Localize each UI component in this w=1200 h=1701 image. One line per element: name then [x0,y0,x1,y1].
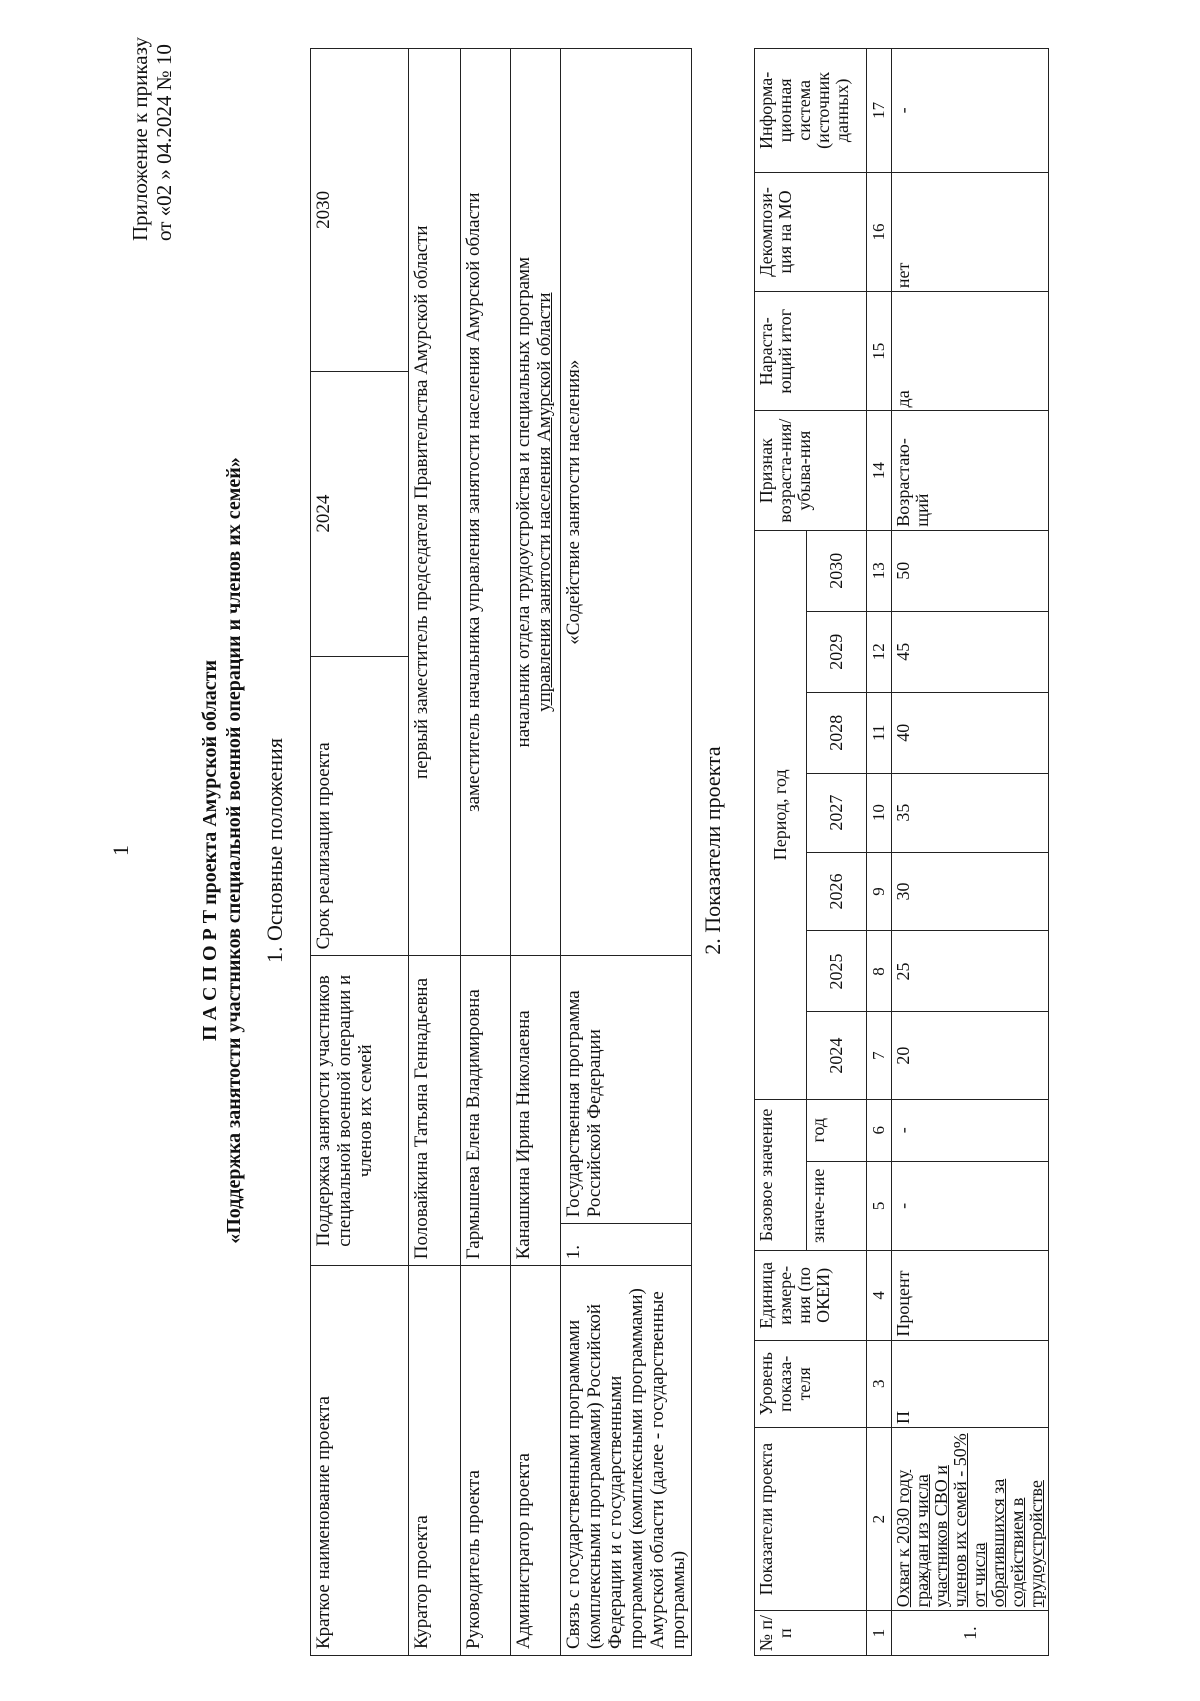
appendix-line-1: Приложение к приказу [128,37,152,241]
col-cumulative-header: Нараста-ющий итог [755,292,867,411]
col-trend-header: Признак возраста-ния/убыва-ния [755,411,867,530]
admin-position [511,49,561,956]
row-year-value: 35 [892,773,1049,852]
title-line-2: «Поддержка занятости участников специальной военной операции и членов их семей» [223,457,245,1244]
title-line-1: П А С П О Р Т проекта Амурской области [199,659,221,1042]
table-row [461,49,511,1656]
col-info-system-header: Информа-ционная система (источник данных) [755,49,867,173]
admin-name: Канашкина Ирина Николаевна [511,956,561,1266]
column-number: 6 [867,1099,892,1161]
row-decomp: нет [892,172,1049,291]
row-year-value: 20 [892,1012,1049,1099]
project-name-label: Краткое наименование проекта [311,1266,409,1656]
column-number: 7 [867,1012,892,1099]
curator-position: первый заместитель председателя Правительства Амурской области [409,49,461,956]
row-trend: Возрастаю-щий [892,411,1049,530]
head-label: Руководитель проекта [461,1266,511,1656]
col-year-header: 2027 [807,773,867,852]
col-unit-header: Единица измере-ния (по ОКЕИ) [755,1251,867,1341]
col-year-header: 2030 [807,530,867,611]
term-end: 2030 [311,49,409,372]
row-info-system: - [892,49,1049,173]
col-period-header: Период, год [755,530,807,1099]
term-label: Срок реализации проекта [311,656,409,956]
col-year-header: 2028 [807,692,867,773]
section-2-title: 2. Показатели проекта [700,746,725,955]
head-name: Гармышева Елена Владимировна [461,956,511,1266]
row-year-value: 40 [892,692,1049,773]
table-row [511,49,561,1656]
row-indicator: Охват к 2030 году граждан из числа участников СВО и членов их семей - 50% от числа обратившихся за содействием в трудоустройстве [892,1427,1049,1610]
column-number: 15 [867,292,892,411]
col-num-header: № п/п [755,1611,867,1656]
basic-provisions-table [310,48,692,1656]
column-number: 12 [867,611,892,692]
col-base-year-header: год [807,1099,867,1161]
col-level-header: Уровень показа-теля [755,1340,867,1427]
row-year-value: 30 [892,852,1049,931]
col-year-header: 2024 [807,1012,867,1099]
appendix-note [128,1,176,241]
col-base-header: Базовое значение [755,1099,807,1250]
header-row-1 [755,49,807,1656]
col-year-header: 2026 [807,852,867,931]
admin-position-line-2: управления занятости населения Амурской области [534,292,555,712]
row-unit: Процент [892,1251,1049,1341]
row-num: 1. [892,1611,1049,1656]
column-number: 9 [867,852,892,931]
programs-link-num: 1. [561,1224,692,1266]
appendix-line-2: от «02 » 04.2024 № 10 [152,44,176,241]
row-base-year: - [892,1099,1049,1161]
programs-link-label: Связь с государственными программами (комплексными программами) Российской Федерации и с государственными программами (комплексными программами) Амурской области (далее - государственные программы) [561,1266,692,1656]
admin-position-line-1: начальник отдела трудоустройства и специальных программ [513,256,534,748]
project-indicators-table [754,48,1049,1656]
column-number: 17 [867,49,892,173]
row-base-value: - [892,1161,1049,1251]
section-1-title: 1. Основные положения [262,738,287,963]
column-numbers-row [867,49,892,1656]
col-indicator-header: Показатели проекта [755,1427,867,1610]
column-number: 16 [867,172,892,291]
table-row [561,49,692,1656]
term-start: 2024 [311,371,409,656]
row-year-value: 50 [892,530,1049,611]
column-number: 2 [867,1427,892,1610]
col-year-header: 2029 [807,611,867,692]
col-base-value-header: значе-ние [807,1161,867,1251]
table-row [892,49,1049,1656]
column-number: 1 [867,1611,892,1656]
row-year-value: 45 [892,611,1049,692]
table-row [409,49,461,1656]
row-cumulative: да [892,292,1049,411]
head-position: заместитель начальника управления занятости населения Амурской области [461,49,511,956]
column-number: 8 [867,931,892,1012]
programs-link-subprogram: «Содействие занятости населения» [561,49,692,956]
project-name-value: Поддержка занятости участников специальной военной операции и членов их семей [311,956,409,1266]
row-year-value: 25 [892,931,1049,1012]
column-number: 4 [867,1251,892,1341]
column-number: 3 [867,1340,892,1427]
programs-link-program: Государственная программа Российской Федерации [561,956,692,1224]
column-number: 13 [867,530,892,611]
column-number: 11 [867,692,892,773]
document-title [198,0,246,1701]
admin-label: Администратор проекта [511,1266,561,1656]
table-row [311,49,409,1656]
col-decomp-header: Декомпози-ция на МО [755,172,867,291]
column-number: 5 [867,1161,892,1251]
curator-label: Куратор проекта [409,1266,461,1656]
column-number: 10 [867,773,892,852]
row-level: П [892,1340,1049,1427]
column-number: 14 [867,411,892,530]
col-year-header: 2025 [807,931,867,1012]
curator-name: Половайкина Татьяна Геннадьевна [409,956,461,1266]
page-number: 1 [108,845,133,856]
